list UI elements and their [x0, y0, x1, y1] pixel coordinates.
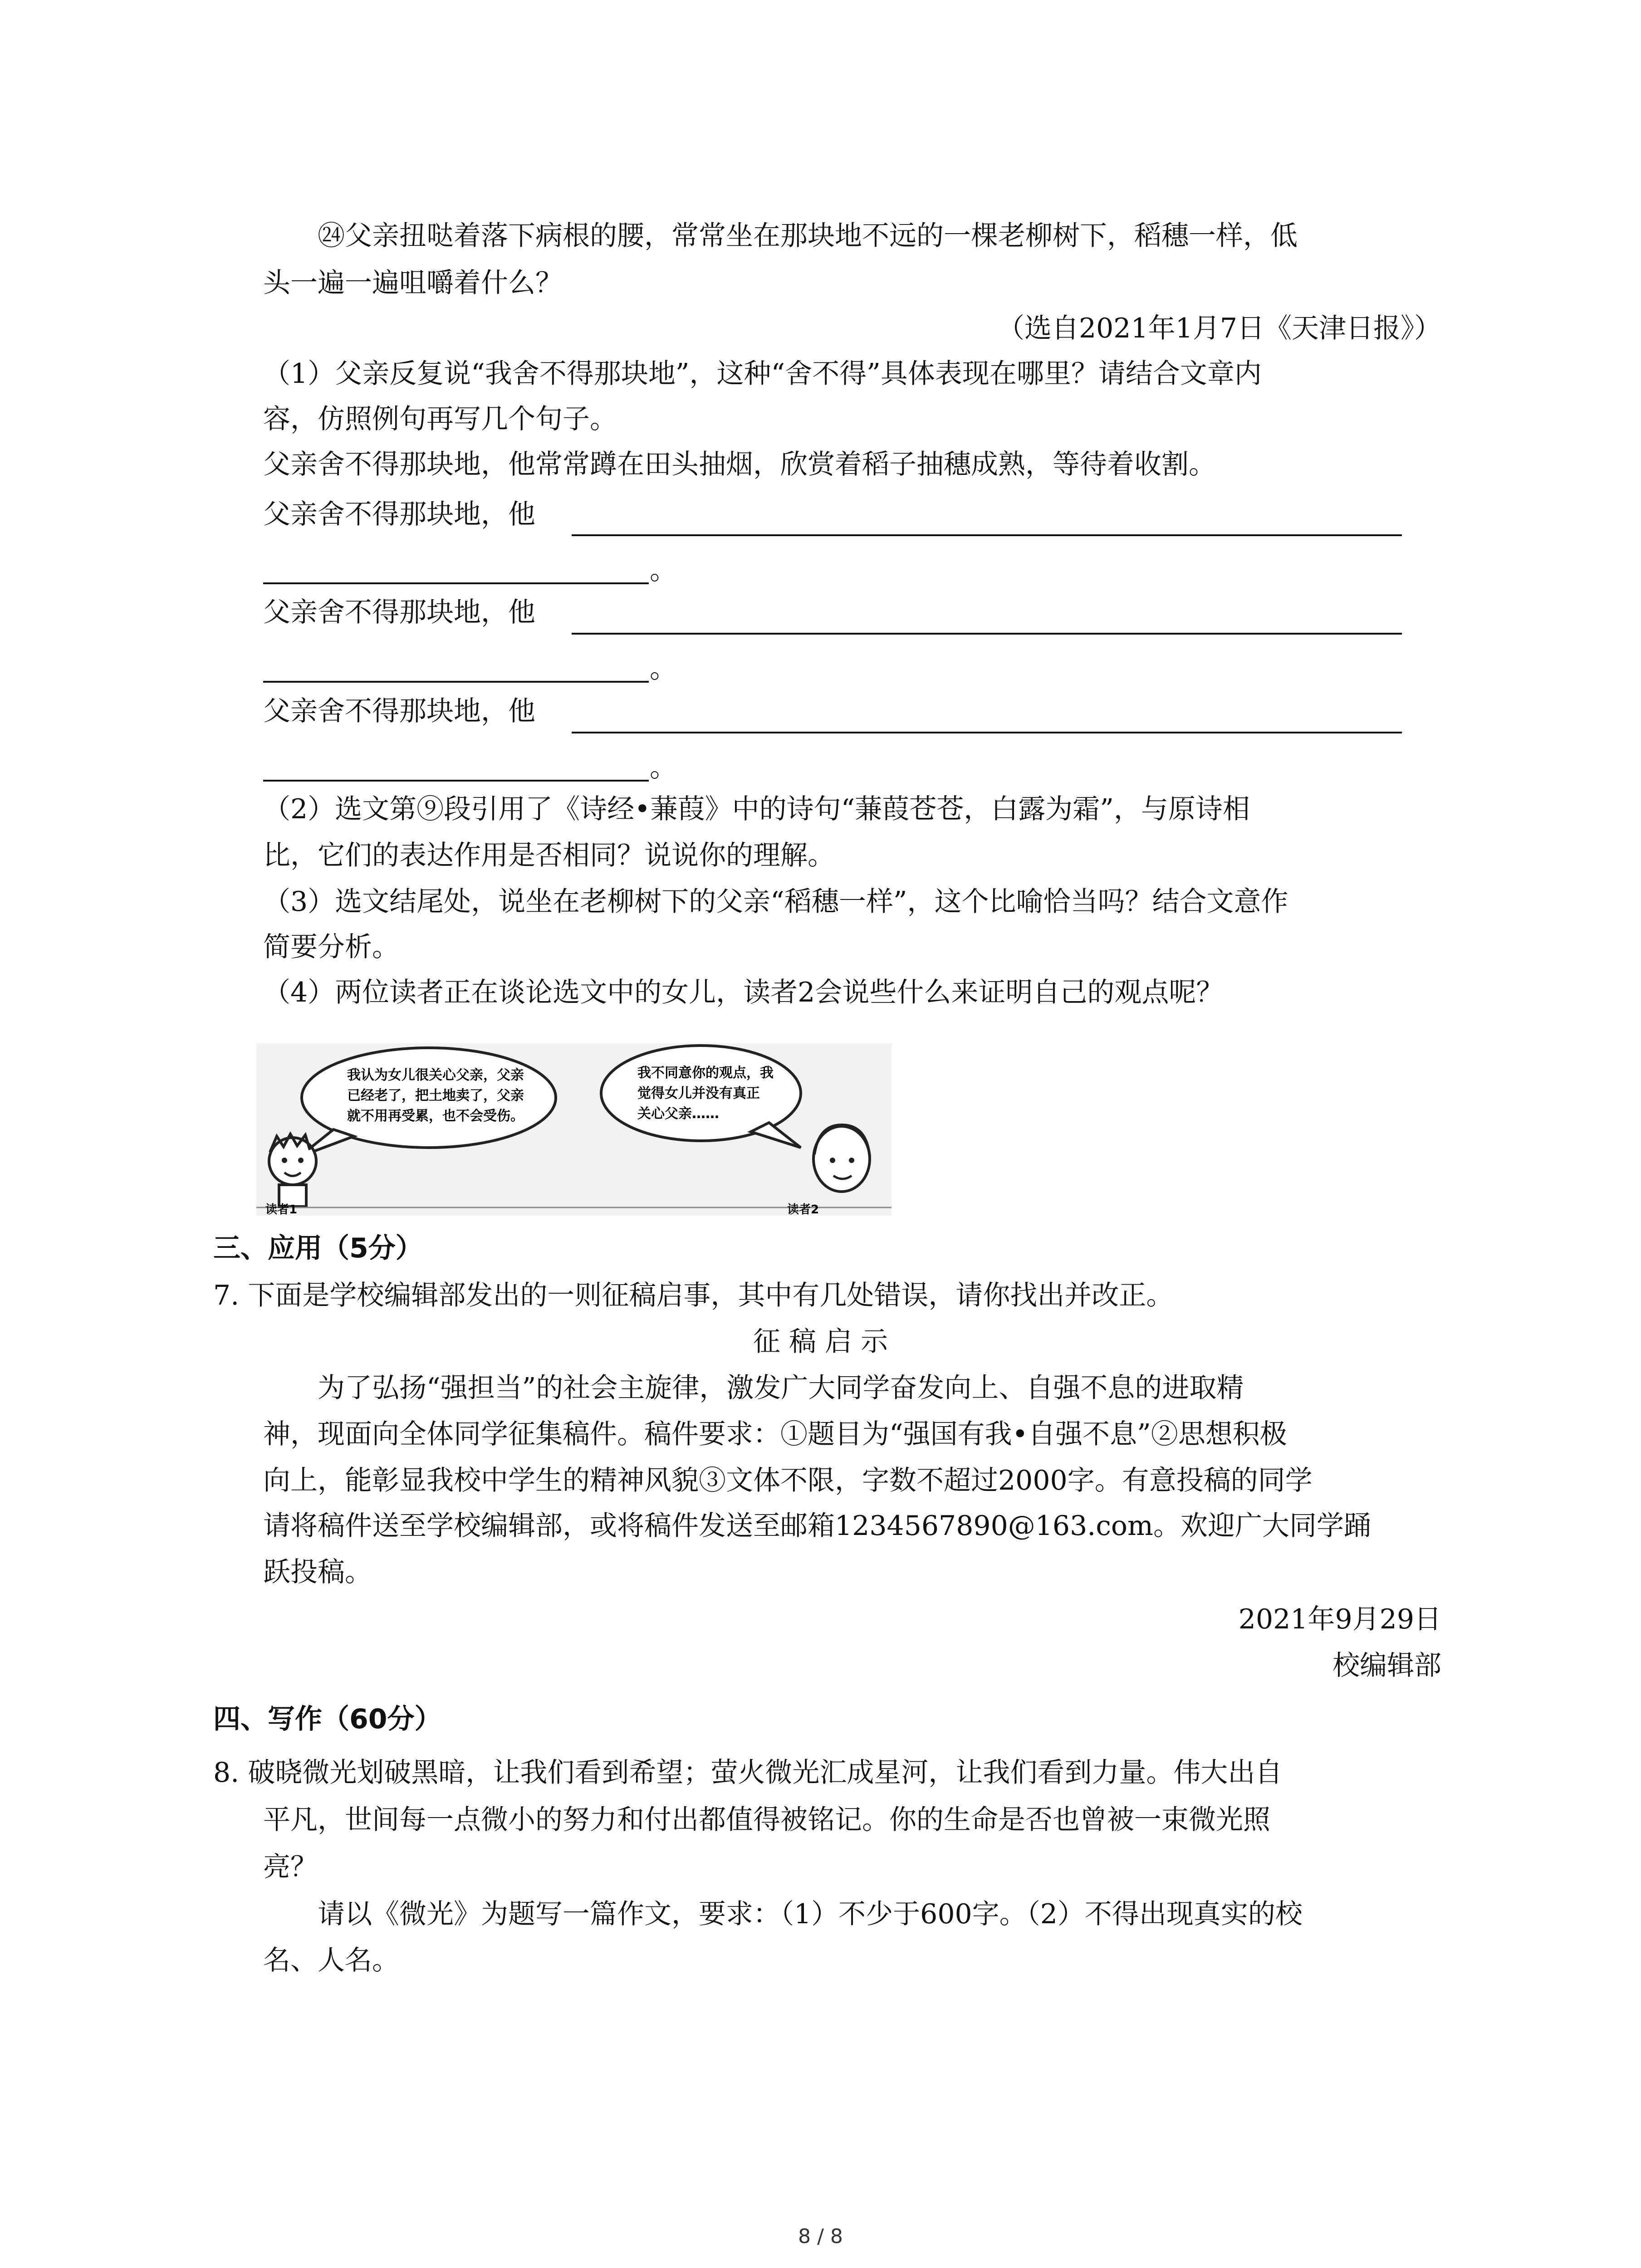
- bubble1-line2: 已经老了，把土地卖了，父亲: [347, 1088, 524, 1104]
- q1-blank3-line2[interactable]: [263, 780, 649, 782]
- q1-blank2-period: 。: [650, 653, 677, 684]
- notice-date: 2021年9月29日: [1238, 1603, 1441, 1635]
- q8-line3: 亮？: [263, 1851, 318, 1883]
- passage-para24-line2: 头一遍一遍咀嚼着什么？: [263, 267, 563, 299]
- notice-line4: 请将稿件送至学校编辑部，或将稿件发送至邮箱1234567890@163.com。欢迎广大同学踊: [263, 1510, 1371, 1542]
- bubble2-line1: 我不同意你的观点，我: [637, 1065, 774, 1081]
- q8-line4: 请以《微光》为题写一篇作文，要求：（1）不少于600字。（2）不得出现真实的校: [318, 1898, 1303, 1930]
- q1-blank1-line1[interactable]: [572, 534, 1402, 536]
- readers-dialogue-illustration: [256, 1043, 892, 1216]
- q2-line1: （2）选文第⑨段引用了《诗经•蒹葭》中的诗句“蒹葭苍苍，白露为霜”，与原诗相: [263, 793, 1250, 825]
- readers-cartoon-svg: [256, 1043, 892, 1216]
- q1-blank2-line1[interactable]: [572, 633, 1402, 635]
- q1-line2: 容，仿照例句再写几个句子。: [263, 403, 617, 435]
- q1-blank3-line1[interactable]: [572, 732, 1402, 733]
- q1-blank3-prefix: 父亲舍不得那块地，他: [263, 695, 535, 727]
- bubble2-line2: 觉得女儿并没有真正: [637, 1085, 760, 1101]
- q7: 7. 下面是学校编辑部发出的一则征稿启事，其中有几处错误，请你找出并改正。: [213, 1280, 1174, 1311]
- notice-line5: 跃投稿。: [263, 1556, 372, 1588]
- q1-blank2-prefix: 父亲舍不得那块地，他: [263, 596, 535, 628]
- notice-line3: 向上，能彰显我校中学生的精神风貌③文体不限，字数不超过2000字。有意投稿的同学: [263, 1465, 1313, 1496]
- q3-line1: （3）选文结尾处，说坐在老柳树下的父亲“稻穗一样”，这个比喻恰当吗？结合文意作: [263, 886, 1288, 918]
- q1-blank1-prefix: 父亲舍不得那块地，他: [263, 499, 535, 530]
- notice-line1: 为了弘扬“强担当”的社会主旋律，激发广大同学奋发向上、自强不息的进取精: [318, 1372, 1244, 1404]
- q4: （4）两位读者正在谈论选文中的女儿，读者2会说些什么来证明自己的观点呢？: [263, 977, 1224, 1008]
- q2-line2: 比，它们的表达作用是否相同？说说你的理解。: [263, 840, 835, 871]
- notice-title: 征 稿 启 示: [753, 1326, 888, 1358]
- bubble2-line3: 关心父亲……: [637, 1106, 719, 1122]
- q8-line2: 平凡，世间每一点微小的努力和付出都值得被铭记。你的生命是否也曾被一束微光照: [263, 1804, 1270, 1836]
- q1-blank1-line2[interactable]: [263, 582, 649, 584]
- girl-figure-icon: [813, 1125, 870, 1192]
- q8-line5: 名、人名。: [263, 1945, 399, 1976]
- q1-blank3-period: 。: [650, 752, 677, 783]
- notice-line2: 神，现面向全体同学征集稿件。稿件要求：①题目为“强国有我•自强不息”②思想积极: [263, 1418, 1287, 1450]
- q1-example: 父亲舍不得那块地，他常常蹲在田头抽烟，欣赏着稻子抽穗成熟，等待着收割。: [263, 449, 1216, 480]
- q1-line1: （1）父亲反复说“我舍不得那块地”，这种“舍不得”具体表现在哪里？请结合文章内: [263, 358, 1262, 390]
- passage-para24-line1: ㉔父亲扭哒着落下病根的腰，常常坐在那块地不远的一棵老柳树下，稻穗一样，低: [318, 220, 1298, 252]
- page-number: 8 / 8: [798, 2225, 843, 2248]
- q1-blank2-line2[interactable]: [263, 681, 649, 683]
- reader1-label: 读者1: [265, 1203, 298, 1216]
- reader2-label: 读者2: [787, 1203, 819, 1216]
- q1-blank1-period: 。: [650, 554, 677, 586]
- passage-source: （选自2021年1月7日《天津日报》）: [997, 313, 1441, 344]
- section4-heading: 四、写作（60分）: [213, 1703, 442, 1735]
- boy-figure-icon: [269, 1134, 316, 1207]
- notice-signer: 校编辑部: [1332, 1650, 1441, 1681]
- q8-line1: 8. 破晓微光划破黑暗，让我们看到希望；萤火微光汇成星河，让我们看到力量。伟大出自: [213, 1757, 1283, 1789]
- q3-line2: 简要分析。: [263, 931, 399, 963]
- bubble1-line1: 我认为女儿很关心父亲，父亲: [347, 1067, 524, 1083]
- section3-heading: 三、应用（5分）: [213, 1232, 423, 1264]
- bubble1-line3: 就不用再受累，也不会受伤。: [347, 1108, 524, 1124]
